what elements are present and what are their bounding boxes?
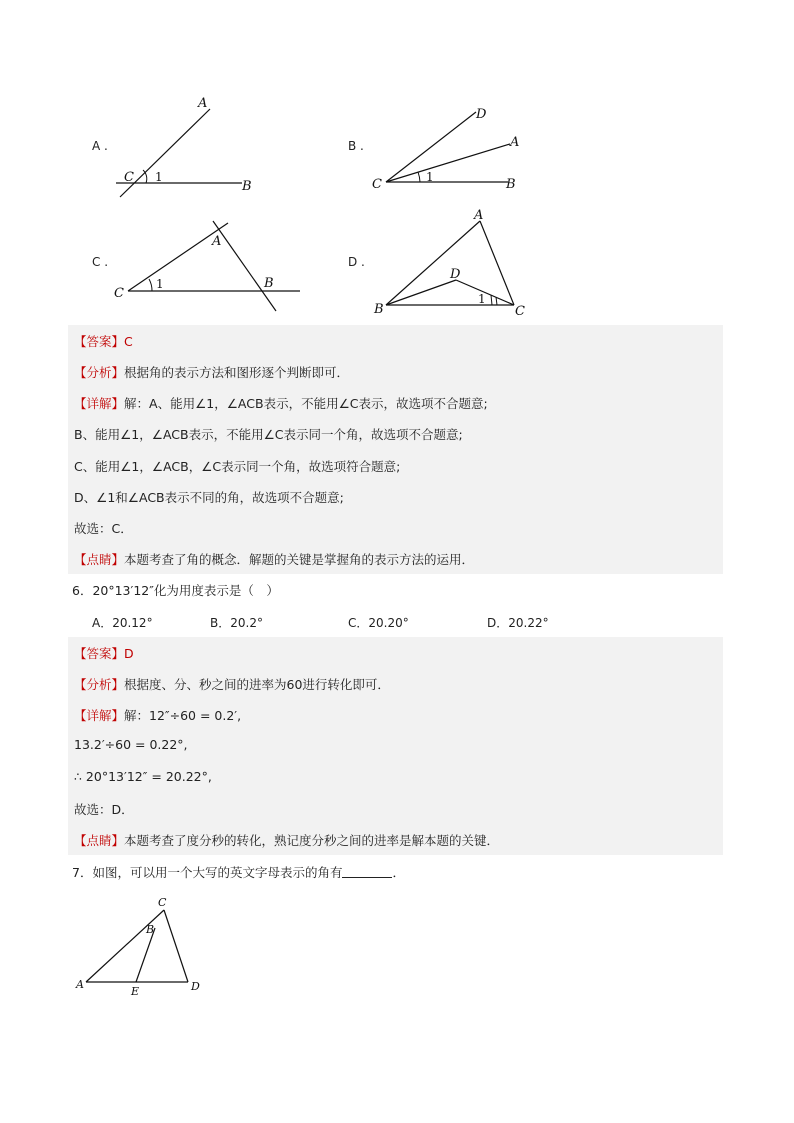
label-d: D	[476, 107, 487, 122]
answer-value: D	[124, 646, 134, 661]
comment-tag: 【点睛】	[74, 552, 125, 567]
label-d: D	[191, 980, 200, 993]
label-a: A	[510, 135, 520, 150]
seg-eb	[136, 928, 155, 982]
seg-bd	[386, 280, 456, 305]
angle-arc	[418, 172, 420, 182]
q5-detail-line-1	[74, 394, 488, 412]
q5-detail-line-3: C、能用∠1，∠ACB，∠C表示同一个角，故选项符合题意;	[74, 459, 401, 474]
q5-detail-line-4: D、∠1和∠ACB表示不同的角，故选项不合题意;	[74, 490, 344, 505]
q6-answer-line	[74, 644, 134, 662]
detail-tag: 【详解】	[74, 708, 125, 723]
analysis-tag: 【分析】	[74, 677, 125, 692]
label-b: B	[146, 923, 155, 936]
q6-answer-box	[68, 637, 723, 855]
label-d: D	[450, 267, 461, 282]
label-b: B	[242, 179, 252, 194]
q6-detail-line-1	[74, 706, 241, 724]
option-label-b: B .	[348, 139, 364, 153]
answer-tag: 【答案】	[74, 646, 125, 661]
q5-comment-line	[74, 550, 474, 568]
q6-choice-a: A．20.12°	[92, 616, 153, 630]
label-b: B	[506, 177, 516, 192]
q6-choice-d: D．20.22°	[487, 616, 549, 630]
q7-stem	[72, 863, 405, 881]
line-ab	[213, 221, 276, 311]
answer-value: C	[124, 334, 133, 349]
q5-answer-box	[68, 325, 723, 574]
option-label-d: D .	[348, 255, 365, 269]
q7-stem-suffix: ．	[392, 865, 405, 880]
label-b: B	[264, 276, 274, 291]
q6-detail-line-2: 13.2′÷60 = 0.22°,	[74, 737, 188, 752]
seg-cd	[164, 910, 188, 982]
q5-detail-line-2: B、能用∠1，∠ACB表示，不能用∠C表示同一个角，故选项不合题意;	[74, 427, 463, 442]
q7-answer-blank[interactable]	[342, 865, 392, 878]
q6-choice-b: B．20.2°	[210, 616, 263, 630]
detail-text: 解：A、能用∠1，∠ACB表示，不能用∠C表示，故选项不合题意;	[124, 396, 488, 411]
label-c: C	[372, 177, 382, 192]
q6-detail-line-4: 故选：D．	[74, 802, 134, 817]
ray-ca	[386, 144, 510, 182]
angle-mark-1	[491, 295, 492, 305]
angle-arc	[149, 279, 152, 291]
label-c: C	[124, 170, 134, 185]
q5-analysis-line	[74, 363, 349, 381]
analysis-text: 根据度、分、秒之间的进率为60进行转化即可．	[124, 677, 390, 692]
label-c: C	[515, 304, 525, 319]
label-a: A	[212, 234, 222, 249]
label-angle-1: 1	[426, 170, 434, 184]
comment-tag: 【点睛】	[74, 833, 125, 848]
label-c: C	[158, 896, 167, 909]
label-a: A	[474, 208, 484, 223]
label-angle-1: 1	[155, 170, 163, 184]
figure-option-c	[110, 215, 310, 315]
seg-ac	[86, 910, 164, 982]
q6-detail-line-3: ∴ 20°13′12″ = 20.22°,	[74, 769, 212, 784]
q6-comment-line	[74, 831, 499, 849]
analysis-text: 根据角的表示方法和图形逐个判断即可．	[124, 365, 350, 380]
figure-q7	[74, 896, 214, 996]
label-c: C	[114, 286, 124, 301]
label-a: A	[76, 978, 84, 991]
seg-ba	[386, 221, 480, 305]
q6-choice-c: C．20.20°	[348, 616, 409, 630]
label-e: E	[131, 985, 140, 998]
option-label-c: C .	[92, 255, 109, 269]
q5-detail-line-5: 故选：C．	[74, 521, 133, 536]
q5-answer-line	[74, 332, 133, 350]
q7-stem-prefix: 7．如图，可以用一个大写的英文字母表示的角有	[72, 865, 343, 880]
answer-tag: 【答案】	[74, 334, 125, 349]
label-b: B	[374, 302, 384, 317]
label-a: A	[198, 96, 208, 111]
q6-stem: 6．20°13′12″化为用度表示是（ ）	[72, 583, 279, 598]
figure-option-a	[110, 95, 270, 205]
comment-text: 本题考查了度分秒的转化，熟记度分秒之间的进率是解本题的关键．	[124, 833, 500, 848]
q6-analysis-line	[74, 675, 390, 693]
label-angle-1: 1	[478, 292, 486, 306]
figure-option-d	[370, 205, 540, 320]
label-angle-1: 1	[156, 277, 164, 291]
comment-text: 本题考查了角的概念．解题的关键是掌握角的表示方法的运用．	[124, 552, 475, 567]
figure-option-b	[368, 100, 538, 195]
detail-tag: 【详解】	[74, 396, 125, 411]
analysis-tag: 【分析】	[74, 365, 125, 380]
detail-text: 解：12″÷60 = 0.2′,	[124, 708, 242, 723]
option-label-a: A .	[92, 139, 108, 153]
